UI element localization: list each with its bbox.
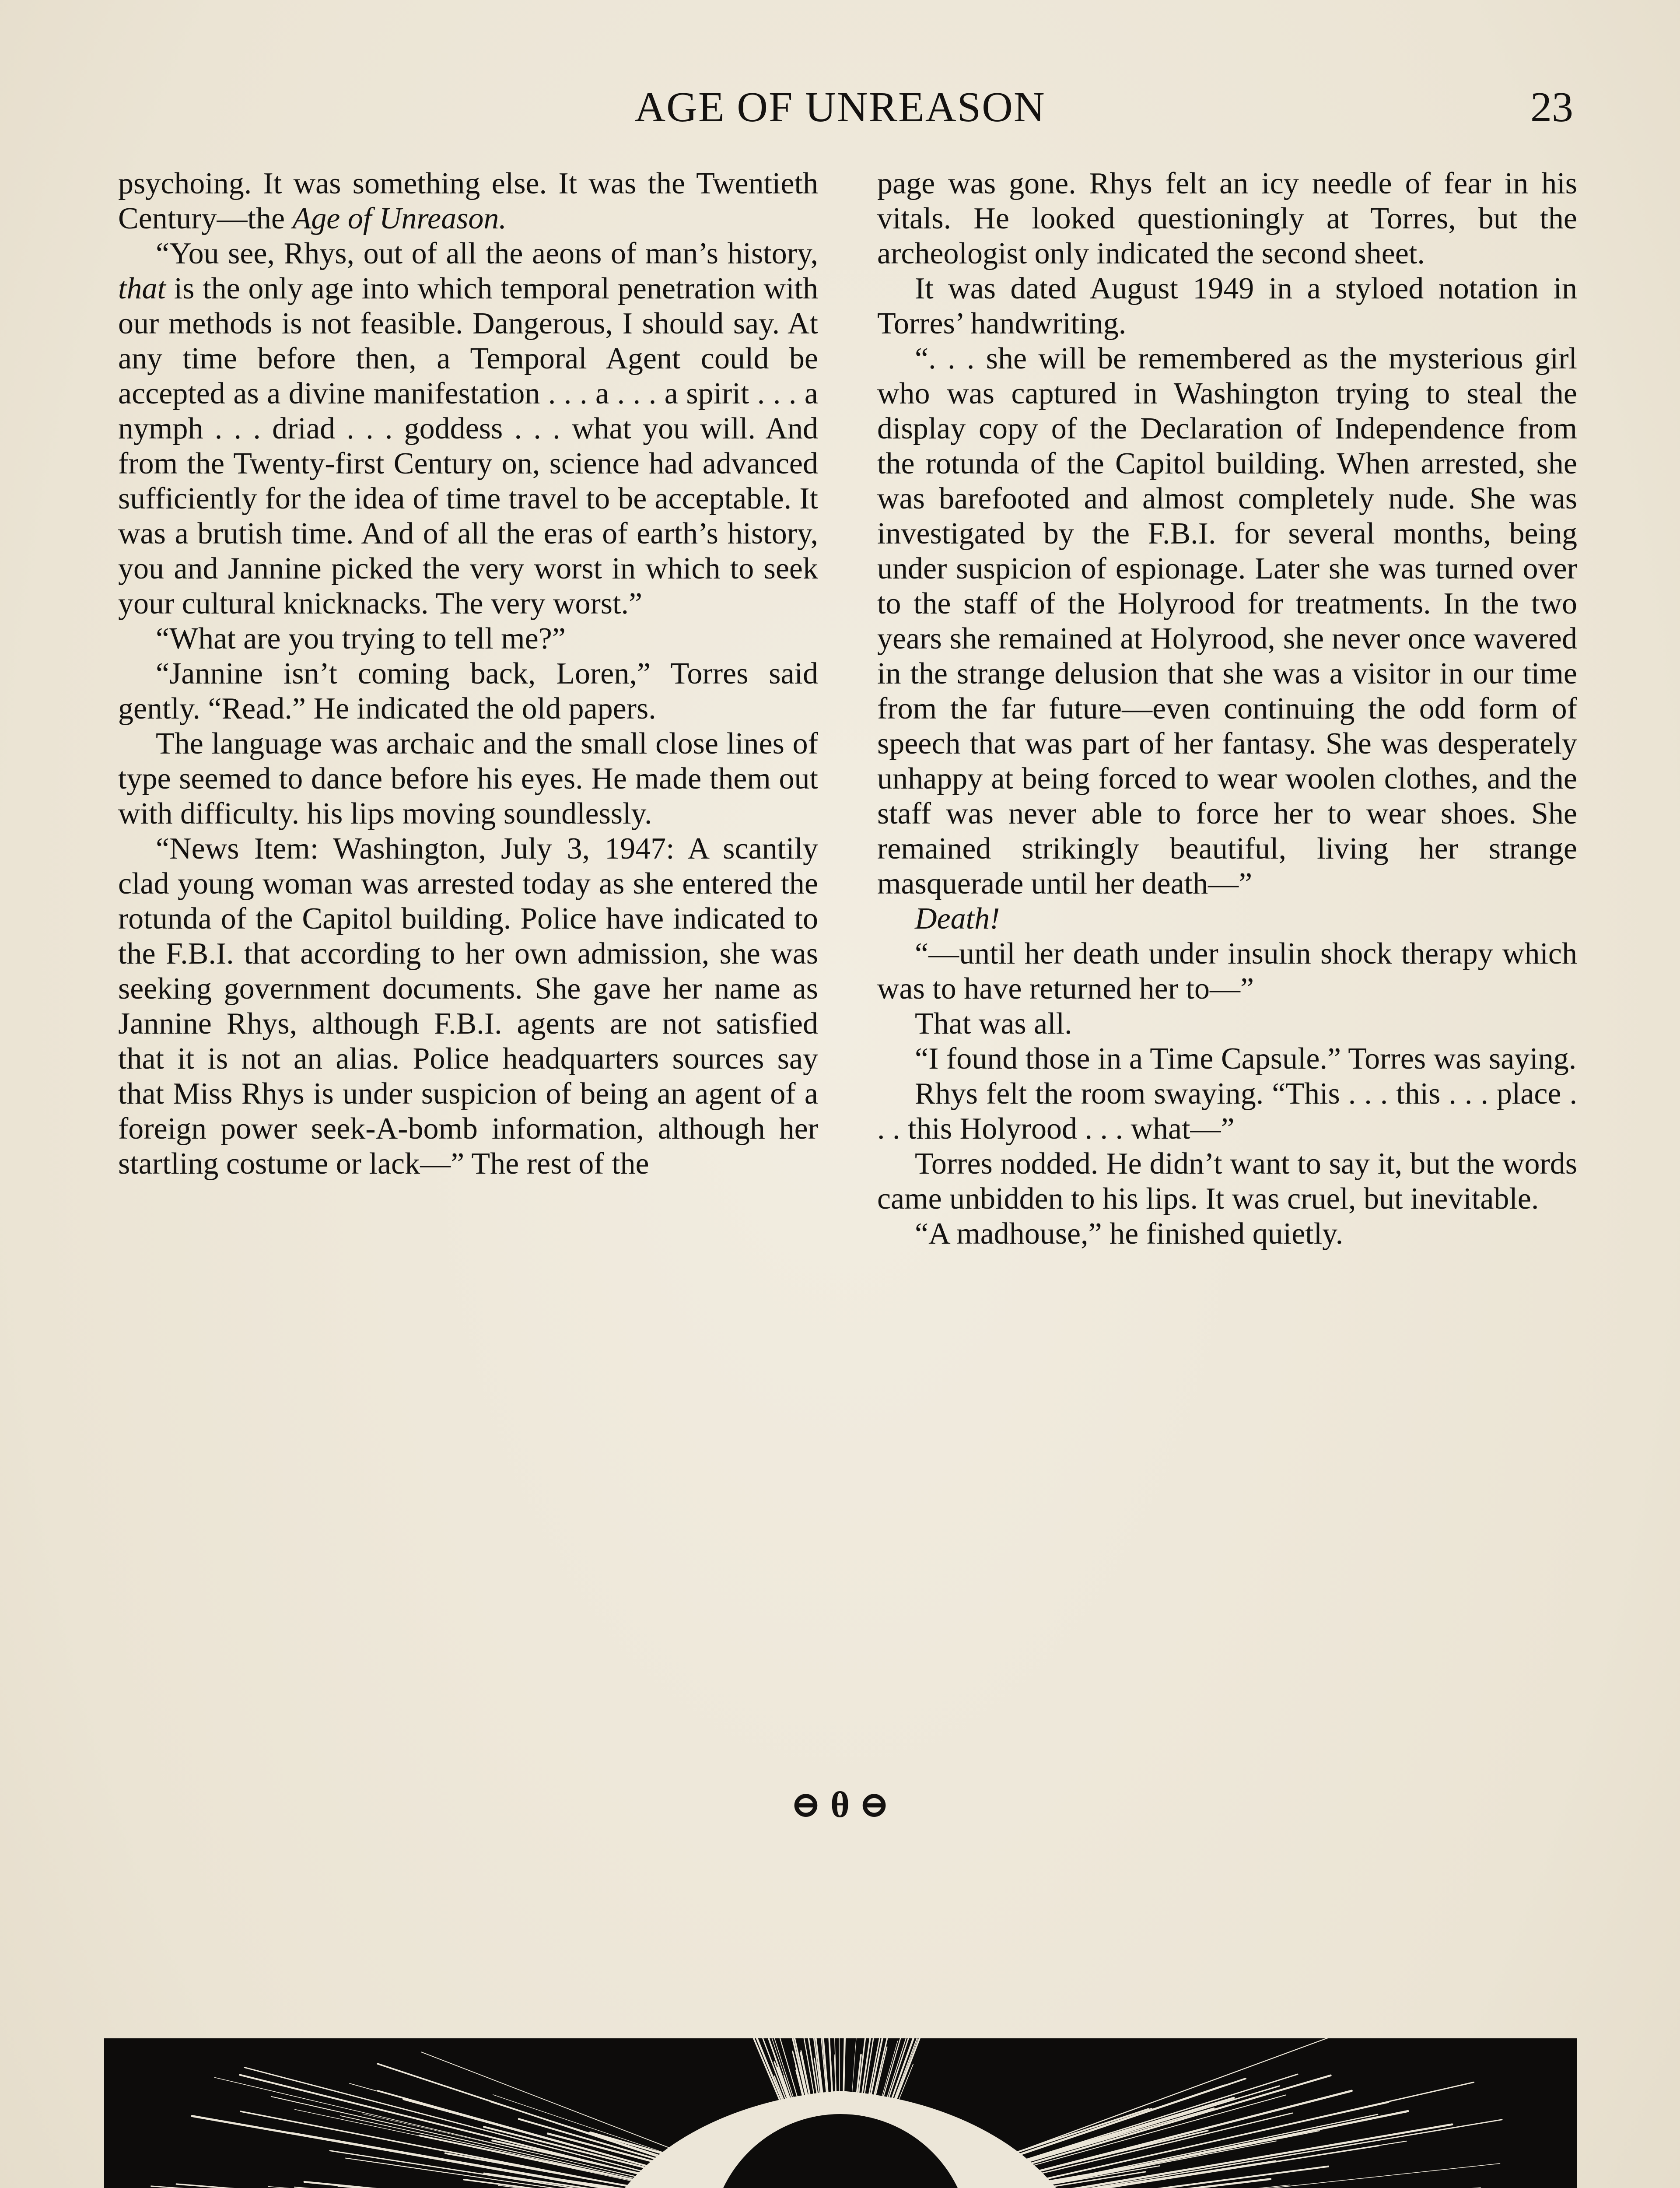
left-column: [118, 166, 818, 1182]
paragraph: That was all.: [915, 1007, 1072, 1041]
eclipse-illustration: [104, 2038, 1577, 2188]
paragraph: Rhys felt the room swaying. “This . . . this . . . place . . . this Holyrood . . . what—”: [877, 1077, 1577, 1146]
eclipse-icon: [104, 2038, 1577, 2188]
paragraph: “. . . she will be remembered as the mysterious girl who was captured in Washington trying to steal the display copy of the Declaration of Independence from the rotunda of the Capitol building. When arrested, she was barefooted and almost completely nude. She was investigated by the F.B.I. for several months, being under suspicion of espionage. Later she was turned over to the staff of the Holyrood for treatments. In the two years she remained at Holyrood, she never once wavered in the strange delusion that she was a visitor in our time from the far future—even continuing the odd form of speech that was part of her fantasy. She was desperately unhappy at being forced to wear woolen clothes, and the staff was never able to force her to wear shoes. She remained strikingly beautiful, living her strange masquerade until her death—”: [877, 342, 1577, 901]
paragraph: “—until her death under insulin shock therapy which was to have returned her to—”: [877, 937, 1577, 1006]
paragraph: [877, 901, 1577, 936]
emphasis-word: that: [118, 272, 166, 305]
paragraph: “I found those in a Time Capsule.” Torres was saying.: [915, 1042, 1577, 1076]
paragraph: “News Item: Washington, July 3, 1947: A scantily clad young woman was arrested today as she entered the rotunda of the Capitol building. Police have indicated to the F.B.I. that according to her own admission, she was seeking government documents. She gave her name as Jannine Rhys, although F.B.I. agents are not satisfied that it is not an alias. Police headquarters sources say that Miss Rhys is under suspicion of being an agent of a foreign power seek-A-bomb information, although her startling costume or lack—” The rest of the: [118, 832, 818, 1181]
page-number: 23: [1530, 84, 1573, 131]
emphasis-word: Death!: [915, 902, 1000, 936]
running-head-title: AGE OF UNREASON: [634, 84, 1046, 131]
paragraph: “A madhouse,” he finished quietly.: [915, 1217, 1344, 1251]
paragraph: The language was archaic and the small close lines of type seemed to dance before his eyes. He made them out with difficulty. his lips moving soundlessly.: [118, 727, 818, 831]
emphasis-title: Age of Unreason.: [292, 202, 507, 235]
paragraph: It was dated August 1949 in a styloed notation in Torres’ handwriting.: [877, 272, 1577, 340]
paragraph: “What are you trying to tell me?”: [156, 622, 566, 656]
text-span: is the only age into which temporal penetration with our methods is not feasible. Dangerous, I should say. At any time before then, a Temporal Agent could be accepted as a divine manifestation . . . a . . . a spirit . . . a nymph . . . driad . . . goddess . . . what you will. And from the Twenty-first Century on, science had advanced sufficiently for the idea of time travel to be acceptable. It was a brutish time. And of all the eras of earth’s history, you and Jannine picked the very worst in which to seek your cultural knicknacks. The very worst.”: [118, 272, 819, 621]
right-column: [877, 166, 1577, 1252]
paragraph: [118, 236, 818, 621]
paragraph: page was gone. Rhys felt an icy needle of fear in his vitals. He looked questioningly at Torres, but the archeologist only indicated the second sheet.: [877, 167, 1577, 270]
paragraph: Torres nodded. He didn’t want to say it, but the words came unbidden to his lips. It was cruel, but inevitable.: [877, 1147, 1577, 1216]
paragraph: “Jannine isn’t coming back, Loren,” Torres said gently. “Read.” He indicated the old papers.: [118, 657, 818, 726]
text-span: psychoing. It was something else. It was the Twentieth Century—the: [118, 167, 818, 235]
section-ornament: ⊖ θ ⊖: [790, 1785, 890, 1825]
paragraph: [118, 166, 818, 236]
text-span: “You see, Rhys, out of all the aeons of man’s history,: [156, 237, 818, 270]
